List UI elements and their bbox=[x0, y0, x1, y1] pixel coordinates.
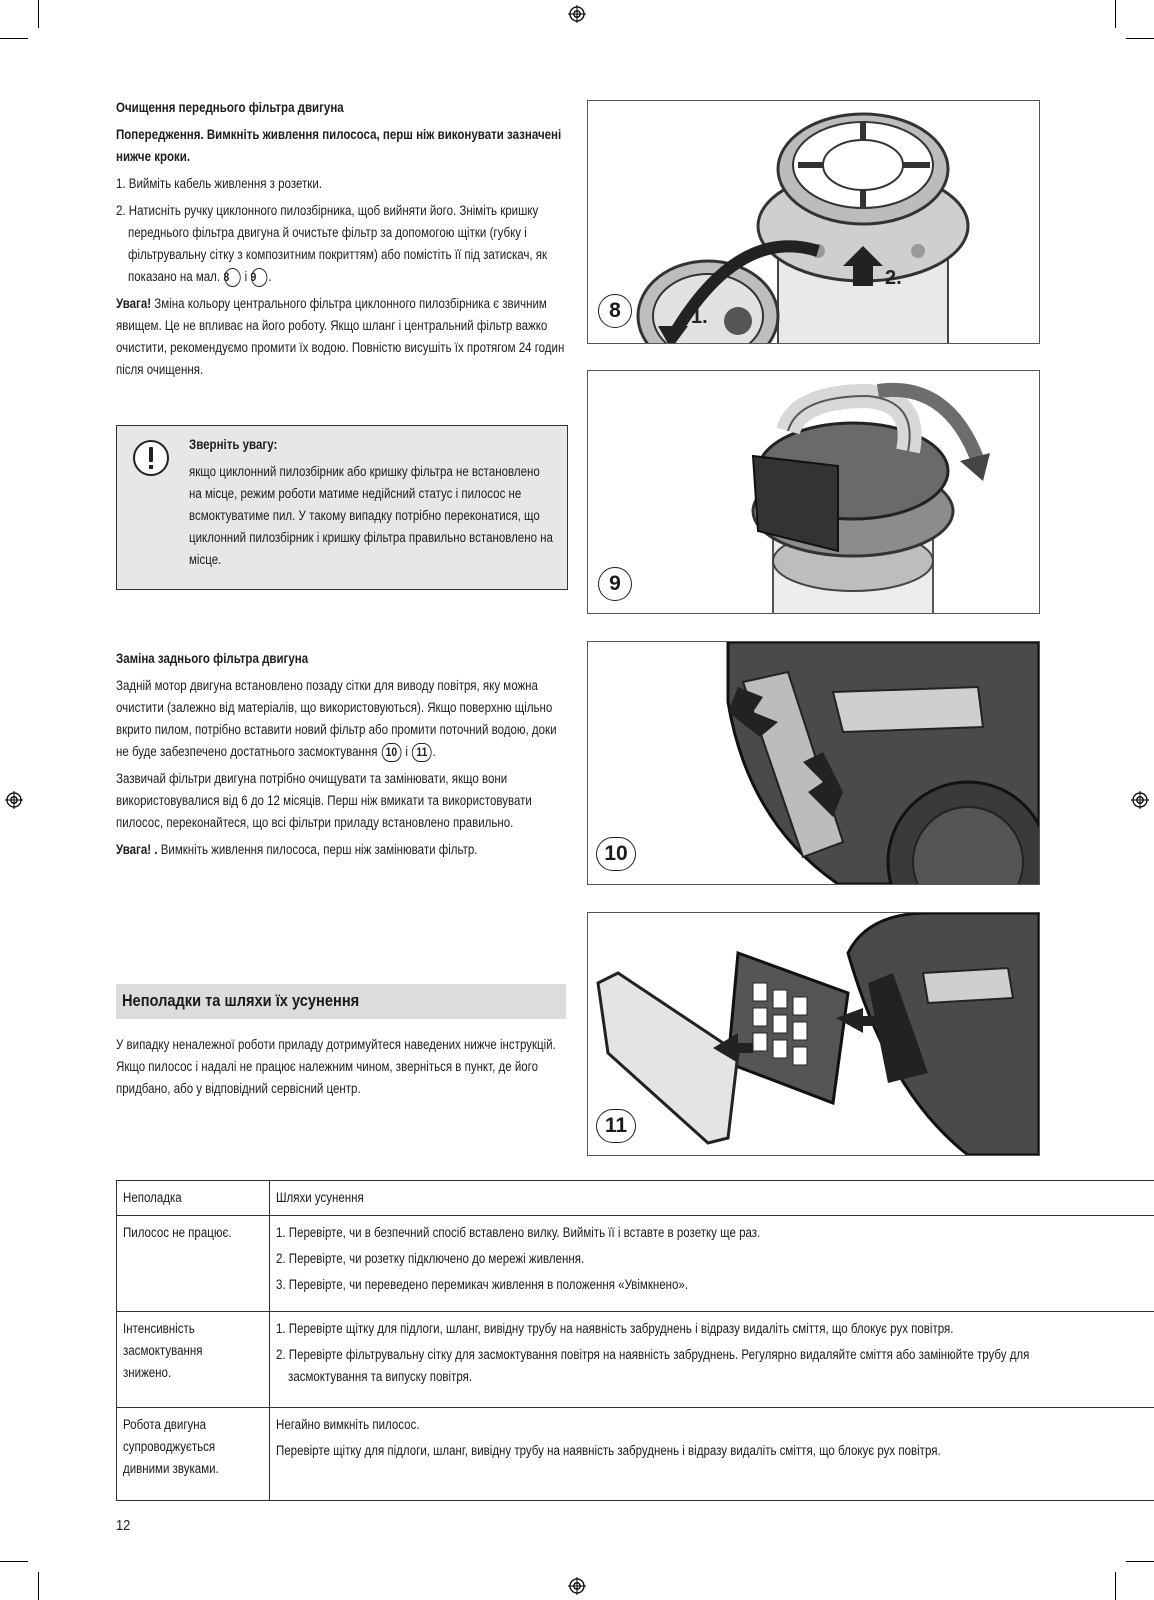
note-box bbox=[116, 425, 568, 590]
figure-number-badge: 8 bbox=[598, 294, 632, 328]
table-header-cell: Шляхи усунення bbox=[276, 1190, 364, 1205]
body-paragraph: Задній мотор двигуна встановлено позаду сітки для виводу повітря, яку можна очистити (залежно від матеріалів, що використовуються). Якщо поверхню щільно вкрито пилом, потрібно вставити новий фільтр або промити поточний водою, доки не буде забезпечено достатнього засмоктування 10 і 11 . bbox=[116, 675, 567, 763]
note-text: якщо циклонний пилозбірник або кришку фільтра не встановлено на місце, режим роботи матиме недійсний статус і пилосос не всмоктуватиме пил. У такому випадку потрібно переконатися, що циклонний пилозбірник і кришку фільтра правильно встановлено на місце. bbox=[189, 464, 553, 567]
rear-filter-section bbox=[116, 648, 567, 866]
problem-cell: Пилосос не працює. bbox=[123, 1225, 232, 1240]
figure-ref-badge: 8 bbox=[224, 268, 240, 287]
troubleshooting-heading-bar bbox=[116, 984, 566, 1019]
table-header-cell: Неполадка bbox=[123, 1190, 182, 1205]
section-heading: Заміна заднього фільтра двигуна bbox=[116, 651, 309, 666]
front-filter-section bbox=[116, 97, 567, 386]
problem-cell: Інтенсивність засмоктування знижено. bbox=[123, 1321, 203, 1380]
troubleshooting-intro bbox=[116, 1034, 567, 1105]
intro-paragraph: У випадку неналежної роботи приладу дотримуйтеся наведених нижче інструкцій. Якщо пилосос і надалі не працює належним чином, зверніться в пункт, де його придбано, або у відповідний сервісний центр. bbox=[116, 1037, 556, 1096]
figure-10 bbox=[587, 641, 1040, 885]
crop-mark bbox=[1126, 1561, 1154, 1562]
table-row bbox=[117, 1312, 1154, 1408]
section-heading: Очищення переднього фільтра двигуна bbox=[116, 100, 344, 115]
figure-11 bbox=[587, 912, 1040, 1156]
step-label: 2. bbox=[885, 267, 902, 289]
note-title: Зверніть увагу: bbox=[189, 437, 278, 452]
crop-mark bbox=[1115, 1572, 1116, 1600]
solution-item: 2. Перевірте, чи розетку підключено до мережі живлення. bbox=[276, 1251, 585, 1266]
problem-cell: Робота двигуна супроводжується дивними звуками. bbox=[123, 1417, 219, 1476]
caution-text: Увага! . Вимкніть живлення пилососа, перш ніж замінювати фільтр. bbox=[116, 842, 478, 857]
step-item: 2. Натисніть ручку циклонного пилозбірника, щоб вийняти його. Зніміть кришку переднього фільтра двигуна й очистьте фільтр за допомогою щітки (губку і фільтрувальну сітку з композитним покриттям) або помістіть її під затискач, як показано на мал. 8 і 9 . bbox=[116, 200, 567, 288]
figure-number-badge: 11 bbox=[596, 1109, 636, 1143]
troubleshooting-table bbox=[116, 1180, 1154, 1501]
caution-text: Увага! Зміна кольору центрального фільтра циклонного пилозбірника є звичним явищем. Це не впливає на його роботу. Якщо шланг і центральний фільтр важко очистити, рекомендуємо промити їх водою. Повністю висушіть їх протягом 24 годин після очищення. bbox=[116, 296, 565, 377]
table-header-row bbox=[117, 1181, 1154, 1216]
step-label: 1. bbox=[691, 306, 708, 328]
crop-mark bbox=[38, 0, 39, 28]
solution-item: 3. Перевірте, чи переведено перемикач живлення в положення «Увімкнено». bbox=[276, 1277, 689, 1292]
rear-filter-illustration bbox=[588, 642, 1039, 884]
figure-number-badge: 10 bbox=[596, 837, 636, 871]
filter-illustration bbox=[588, 101, 1039, 343]
solution-item: Негайно вимкніть пилосос. bbox=[276, 1417, 420, 1432]
solution-item: Перевірте щітку для підлоги, шланг, вивідну трубу на наявність забруднень і відразу видаліть сміття, що блокує рух повітря. bbox=[276, 1443, 941, 1458]
crop-mark bbox=[1126, 38, 1154, 39]
filter-replacement-illustration bbox=[588, 913, 1039, 1155]
section-heading: Неполадки та шляхи їх усунення bbox=[122, 991, 360, 1010]
crop-mark bbox=[1115, 0, 1116, 28]
page-number: 12 bbox=[116, 1517, 131, 1534]
registration-mark-icon bbox=[5, 791, 23, 809]
warning-text: Попередження. Вимкніть живлення пилососа, перш ніж виконувати зазначені нижче кроки. bbox=[116, 127, 562, 164]
body-paragraph: Зазвичай фільтри двигуна потрібно очищувати та замінювати, якщо вони використовувалися від 6 до 12 місяців. Перш ніж вмикати та використовувати пилосос, переконайтеся, що всі фільтри приладу встановлено правильно. bbox=[116, 771, 532, 830]
figure-8 bbox=[587, 100, 1040, 344]
crop-mark bbox=[38, 1572, 39, 1600]
figure-ref-badge: 11 bbox=[412, 743, 432, 762]
figure-ref-badge: 9 bbox=[251, 268, 267, 287]
dust-container-illustration bbox=[588, 371, 1039, 613]
crop-mark bbox=[0, 1561, 28, 1562]
solution-item: 1. Перевірте, чи в безпечний спосіб вставлено вилку. Вийміть її і вставте в розетку ще раз. bbox=[276, 1225, 761, 1240]
solution-item: 1. Перевірте щітку для підлоги, шланг, вивідну трубу на наявність забруднень і відразу видаліть сміття, що блокує рух повітря. bbox=[276, 1321, 954, 1336]
step-item: 1. Вийміть кабель живлення з розетки. bbox=[116, 176, 322, 191]
registration-mark-icon bbox=[1131, 791, 1149, 809]
table-row bbox=[117, 1408, 1154, 1501]
figure-number-badge: 9 bbox=[598, 567, 632, 601]
table-row bbox=[117, 1216, 1154, 1312]
solution-item: 2. Перевірте фільтрувальну сітку для засмоктування повітря на наявність забруднень. Регулярно видаляйте сміття або замінюйте трубу для засмоктування та випуску повітря. bbox=[276, 1347, 1030, 1384]
exclamation-icon bbox=[131, 438, 171, 478]
figure-ref-badge: 10 bbox=[381, 743, 401, 762]
crop-mark bbox=[0, 38, 28, 39]
registration-mark-icon bbox=[568, 5, 586, 23]
figure-9 bbox=[587, 370, 1040, 614]
registration-mark-icon bbox=[568, 1577, 586, 1595]
